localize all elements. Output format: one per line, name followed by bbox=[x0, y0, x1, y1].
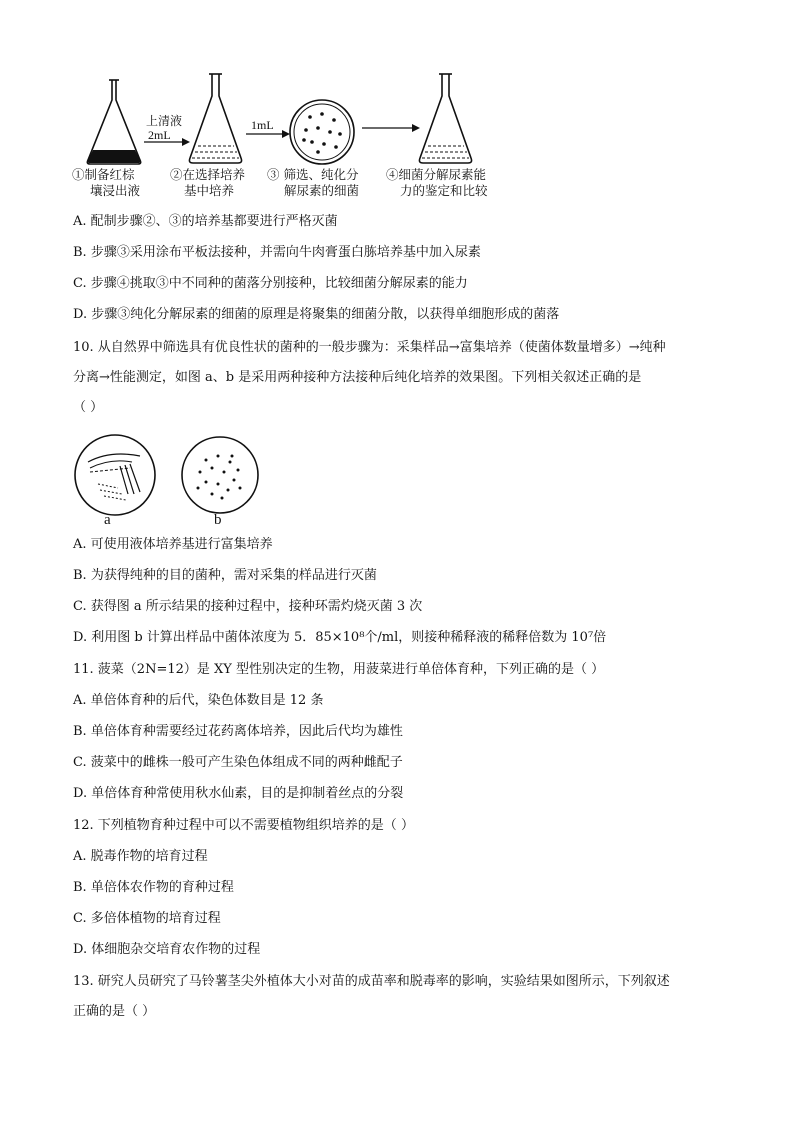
step-4-caption-line2: 力的鉴定和比较 bbox=[400, 183, 488, 198]
q12-option-c: C. 多倍体植物的培育过程 bbox=[73, 911, 221, 926]
q11-option-a: A. 单倍体育种的后代，染色体数目是 12 条 bbox=[73, 693, 324, 708]
flask-2-icon bbox=[189, 74, 241, 163]
q11-option-b: B. 单倍体育种需要经过花药离体培养，因此后代均为雄性 bbox=[73, 724, 403, 739]
step-3-caption-line2: 解尿素的细菌 bbox=[284, 183, 360, 198]
step-2-caption-line1: ②在选择培养 bbox=[170, 167, 246, 182]
flask-1-icon bbox=[87, 80, 140, 164]
q13-stem-line2: 正确的是（ ） bbox=[73, 1004, 156, 1019]
flask-4-icon bbox=[419, 74, 471, 163]
q9-option-d: D. 步骤③纯化分解尿素的细菌的原理是将聚集的细菌分散，以获得单细胞形成的菌落 bbox=[73, 307, 560, 322]
q12-stem: 12. 下列植物育种过程中可以不需要植物组织培养的是（ ） bbox=[73, 818, 414, 833]
q10-option-c: C. 获得图 a 所示结果的接种过程中，接种环需灼烧灭菌 3 次 bbox=[73, 599, 423, 614]
q12-option-b: B. 单倍体农作物的育种过程 bbox=[73, 880, 234, 895]
plates-diagram bbox=[70, 432, 270, 532]
plate-a-icon bbox=[75, 435, 155, 515]
q10-stem-line1: 10. 从自然界中筛选具有优良性状的菌种的一般步骤为：采集样品→富集培养（使菌体数量增多）→纯种 bbox=[73, 340, 666, 355]
step-2-caption-line2: 基中培养 bbox=[184, 183, 235, 198]
step-1-caption-line1: ①制备红棕 bbox=[72, 167, 135, 182]
q12-option-d: D. 体细胞杂交培育农作物的过程 bbox=[73, 942, 261, 957]
q12-option-a: A. 脱毒作物的培育过程 bbox=[73, 849, 208, 864]
q13-stem-line1: 13. 研究人员研究了马铃薯茎尖外植体大小对苗的成苗率和脱毒率的影响，实验结果如图所示，下列叙述 bbox=[73, 974, 670, 989]
q10-option-a: A. 可使用液体培养基进行富集培养 bbox=[73, 537, 273, 552]
petri-dish-icon bbox=[290, 100, 354, 164]
q9-option-b: B. 步骤③采用涂布平板法接种，并需向牛肉膏蛋白胨培养基中加入尿素 bbox=[73, 245, 481, 260]
q9-option-a: A. 配制步骤②、③的培养基都要进行严格灭菌 bbox=[73, 214, 338, 229]
q10-option-d: D. 利用图 b 计算出样品中菌体浓度为 5．85×10⁸个/ml，则接种稀释液的稀释倍数为 10⁷倍 bbox=[73, 630, 607, 645]
q9-option-c: C. 步骤④挑取③中不同种的菌落分别接种，比较细菌分解尿素的能力 bbox=[73, 276, 468, 291]
culture-process-figure bbox=[60, 62, 520, 200]
arrow-1-label-bottom: 2mL bbox=[148, 128, 171, 142]
q11-stem: 11. 菠菜（2N=12）是 XY 型性别决定的生物，用菠菜进行单倍体育种，下列正确的是（ ） bbox=[73, 662, 605, 677]
step-1-caption-line2: 壤浸出液 bbox=[90, 183, 141, 198]
q11-option-c: C. 菠菜中的雌株一般可产生染色体组成不同的两种雌配子 bbox=[73, 755, 403, 770]
step-4-caption-line1: ④细菌分解尿素能 bbox=[386, 167, 487, 182]
arrow-1-label-top: 上清液 bbox=[146, 114, 183, 128]
q11-option-d: D. 单倍体育种常使用秋水仙素，目的是抑制着丝点的分裂 bbox=[73, 786, 404, 801]
q10-stem-line3: （ ） bbox=[73, 400, 104, 415]
plates-figure bbox=[70, 432, 270, 532]
plate-b-icon bbox=[182, 437, 258, 513]
plate-b-label: b bbox=[214, 512, 222, 528]
plate-a-label: a bbox=[104, 512, 111, 528]
step-3-caption-line1: ③ 筛选、纯化分 bbox=[267, 167, 359, 182]
q10-stem-line2: 分离→性能测定，如图 a、b 是采用两种接种方法接种后纯化培养的效果图。下列相关叙述正确的是 bbox=[73, 370, 642, 385]
q10-option-b: B. 为获得纯种的目的菌种，需对采集的样品进行灭菌 bbox=[73, 568, 377, 583]
arrow-2-label: 1mL bbox=[251, 118, 274, 132]
